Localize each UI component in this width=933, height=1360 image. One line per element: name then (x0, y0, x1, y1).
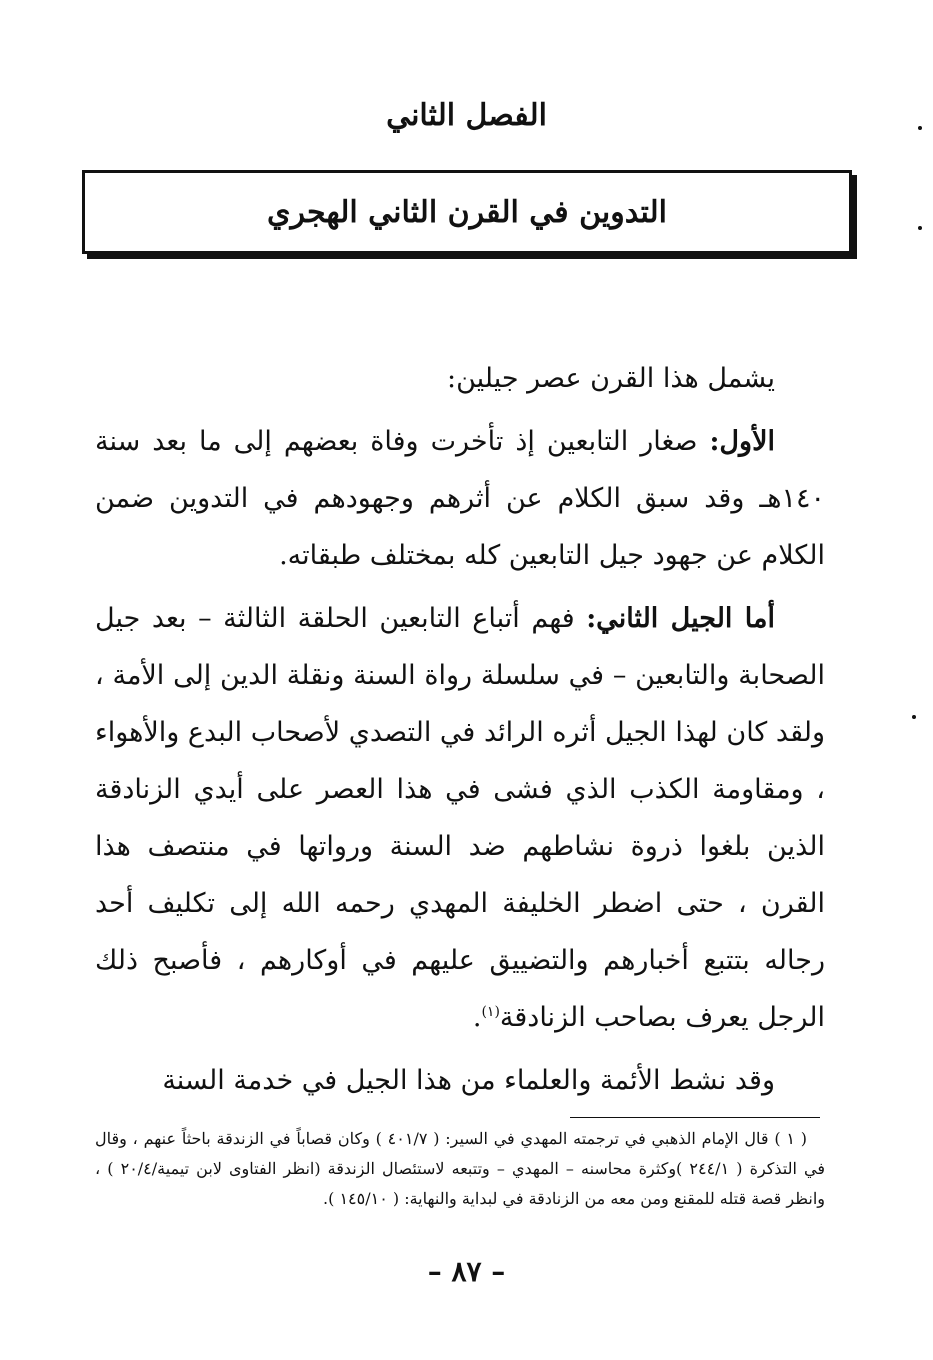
footnote-1: ( ١ ) قال الإمام الذهبي في ترجمته المهدي في السير: ( ٤٠١/٧ ) وكان قصاباً في الزندقة باحثاً عنهم ، وقال في التذكرة ( ٢٤٤/١ )وكثرة محاسنه – المهدي – وتتبعه لاستئصال الزندقة (انظر الفتاوى لابن تيمية/٢٠/٤ ) ، وانظر قصة قتله للمقنع ومن معه من الزنادقة في لبداية والنهاية: ( ١٤٥/١٠ ). (95, 1129, 826, 1208)
footnotes (95, 1124, 825, 1214)
paragraph-first-lead: الأول: (709, 426, 775, 457)
paragraph-intro-text: يشمل هذا القرن عصر جيلين: (446, 363, 775, 394)
paragraph-first-text: صغار التابعين إذ تأخرت وفاة بعضهم إلى ما بعد سنة ١٤٠هـ وقد سبق الكلام عن أثرهم وجهودهم في التدوين ضمن الكلام عن جهود جيل التابعين كله بمختلف طبقاته. (95, 426, 825, 571)
section-title-box (82, 170, 852, 254)
footnote-divider (570, 1117, 820, 1118)
paragraph-continuation-text: وقد نشط الأئمة والعلماء من هذا الجيل في خدمة السنة (162, 1065, 775, 1096)
page-number: – ٨٧ – (427, 1255, 506, 1288)
paragraph-intro (95, 350, 825, 407)
section-title: التدوين في القرن الثاني الهجري (266, 194, 668, 230)
footnote-ref[interactable]: (١) (481, 1004, 500, 1020)
scan-speck (918, 126, 922, 130)
paragraph-second-generation (95, 590, 825, 1046)
scan-speck (918, 226, 922, 230)
body-text (95, 350, 825, 1115)
chapter-title: الفصل الثاني (386, 98, 547, 133)
scan-speck (912, 715, 916, 719)
paragraph-first-generation (95, 413, 825, 584)
paragraph-second-end: . (472, 1002, 482, 1033)
paragraph-second-text: فهم أتباع التابعين الحلقة الثالثة – بعد جيل الصحابة والتابعين – في سلسلة رواة السنة ونقلة الدين إلى الأمة ، ولقد كان لهذا الجيل أثره الرائد في التصدي لأصحاب البدع والأهواء ، ومقاومة الكذب الذي فشى في هذا العصر على أيدي الزنادقة الذين بلغوا ذروة نشاطهم ضد السنة ورواتها في منتصف هذا القرن ، حتى اضطر الخليفة المهدي رحمه الله إلى تكليف أحد رجاله بتتبع أخبارهم والتضييق عليهم في أوكارهم ، فأصبح ذلك الرجل يعرف بصاحب الزنادقة (95, 603, 825, 1033)
paragraph-second-lead: أما الجيل الثاني: (586, 603, 775, 634)
paragraph-continuation (95, 1052, 825, 1109)
